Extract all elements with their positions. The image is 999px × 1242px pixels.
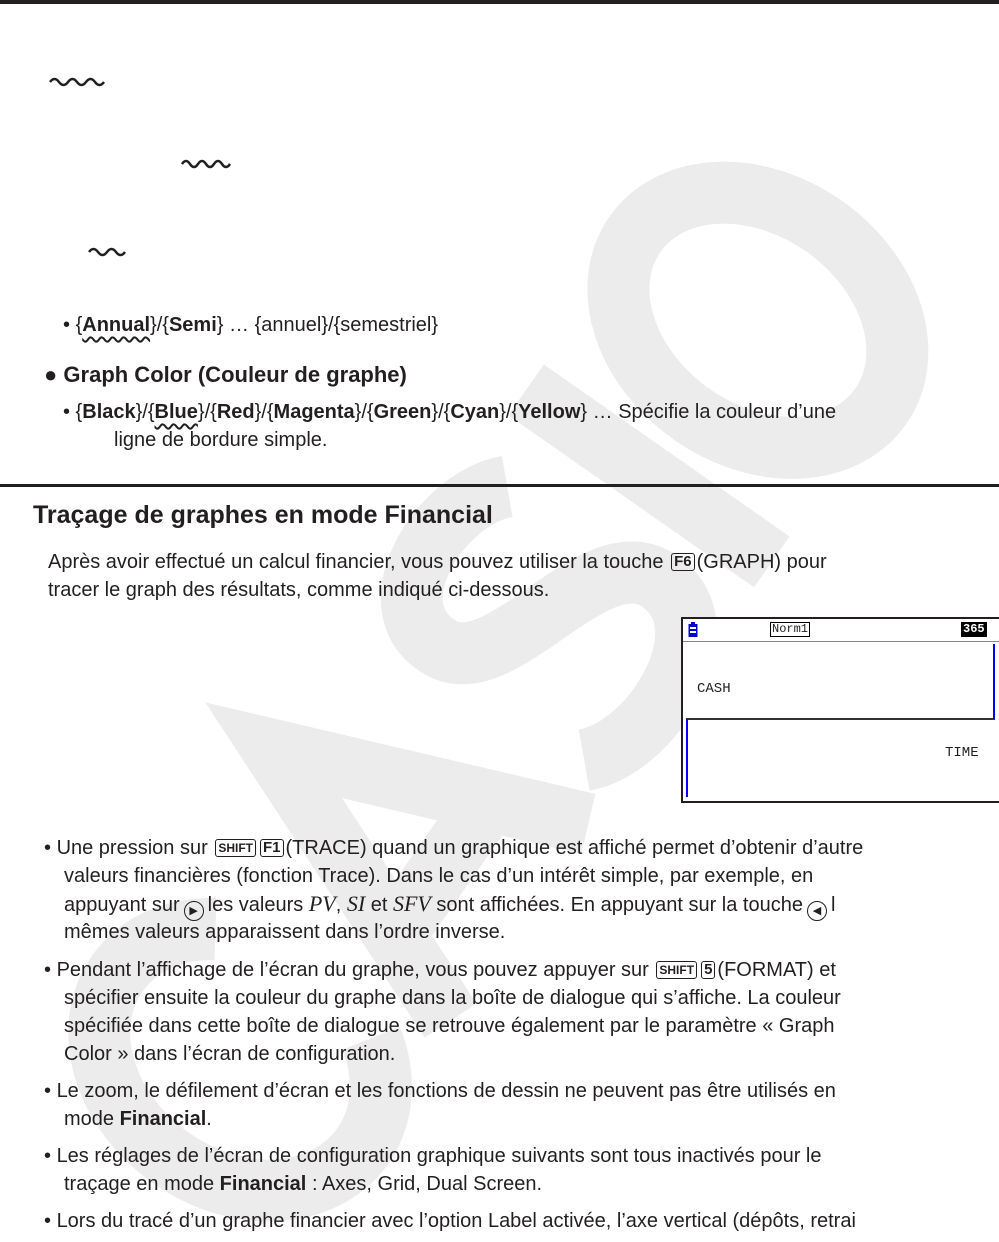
intro-line-2: tracer le graph des résultats, comme indiqué ci-dessous.	[48, 579, 550, 601]
left-arrow-key-icon: ◀	[807, 901, 827, 921]
bullet-label-1: • Lors du tracé d’un graphe financier avec l’option Label activée, l’axe vertical (dépôts, retrai	[44, 1210, 856, 1232]
wavy-underline-mark	[88, 246, 128, 258]
wavy-underline-mark	[181, 158, 231, 170]
time-axis	[686, 718, 995, 720]
bullet-format-1: • Pendant l’affichage de l’écran du graphe, vous pouvez appuyer sur SHIFT 5 (FORMAT) et	[44, 959, 836, 981]
bullet-format-2: spécifier ensuite la couleur du graphe dans la boîte de dialogue qui s’affiche. La couleur	[64, 987, 841, 1009]
wavy-underline-mark	[49, 76, 105, 88]
status-bar	[683, 619, 999, 642]
bullet-trace-1: • Une pression sur SHIFT F1 (TRACE) quand un graphique est affiché permet d’obtenir d’autre	[44, 837, 864, 859]
bullet-trace-2: valeurs financières (fonction Trace). Dans le cas d’un intérêt simple, par exemple, en	[64, 865, 814, 887]
watermark-letter-o	[569, 140, 947, 500]
bullet-zoom-1: • Le zoom, le défilement d’écran et les fonctions de dessin ne peuvent pas être utilisés en	[44, 1080, 836, 1102]
bullet-format-3: spécifiée dans cette boîte de dialogue se retrouve également par le paramètre « Graph	[64, 1015, 835, 1037]
bullet-trace-3: appuyant sur ▶ les valeurs PV, SI et SFV sont affichées. En appuyant sur la touche ◀ l	[64, 890, 835, 921]
cash-bar-deposit	[993, 644, 995, 719]
f1-key-icon: F1	[260, 839, 284, 857]
x-axis-label: TIME	[945, 745, 979, 761]
right-arrow-key-icon: ▶	[184, 901, 204, 921]
top-rule	[0, 0, 999, 4]
graph-color-desc: ligne de bordure simple.	[114, 429, 328, 451]
bullet-setup-2: traçage en mode Financial : Axes, Grid, Dual Screen.	[64, 1173, 543, 1195]
y-axis-label: CASH	[697, 681, 731, 697]
intro-line-1: Après avoir effectué un calcul financier, vous pouvez utiliser la touche F6 (GRAPH) pour	[48, 551, 827, 573]
bullet-trace-4: mêmes valeurs apparaissent dans l’ordre inverse.	[64, 921, 506, 943]
5-key-icon: 5	[701, 961, 715, 979]
calculator-screen	[681, 617, 999, 803]
graph-color-options: • {Black}/{Blue}/{Red}/{Magenta}/{Green}/{Cyan}/{Yellow} … Spécifie la couleur d’une	[63, 401, 837, 423]
section-title: Traçage de graphes en mode Financial	[33, 501, 493, 529]
shift-key-icon: SHIFT	[215, 839, 256, 857]
graph-color-heading: ● Graph Color (Couleur de graphe)	[44, 362, 407, 387]
bullet-setup-1: • Les réglages de l’écran de configuration graphique suivants sont tous inactivés pour le	[44, 1145, 822, 1167]
bullet-zoom-2: mode Financial.	[64, 1108, 212, 1130]
bullet-format-4: Color » dans l’écran de configuration.	[64, 1043, 396, 1065]
cash-bar-withdrawal	[686, 719, 688, 797]
days-indicator: 365	[963, 622, 985, 636]
battery-icon	[688, 622, 698, 638]
annual-option-line: • {Annual}/{Semi} … {annuel}/{semestriel}	[63, 314, 439, 336]
section-rule	[0, 484, 999, 487]
f6-key-icon: F6	[671, 553, 695, 571]
mode-indicator: Norm1	[772, 622, 809, 636]
shift-key-icon: SHIFT	[656, 961, 697, 979]
